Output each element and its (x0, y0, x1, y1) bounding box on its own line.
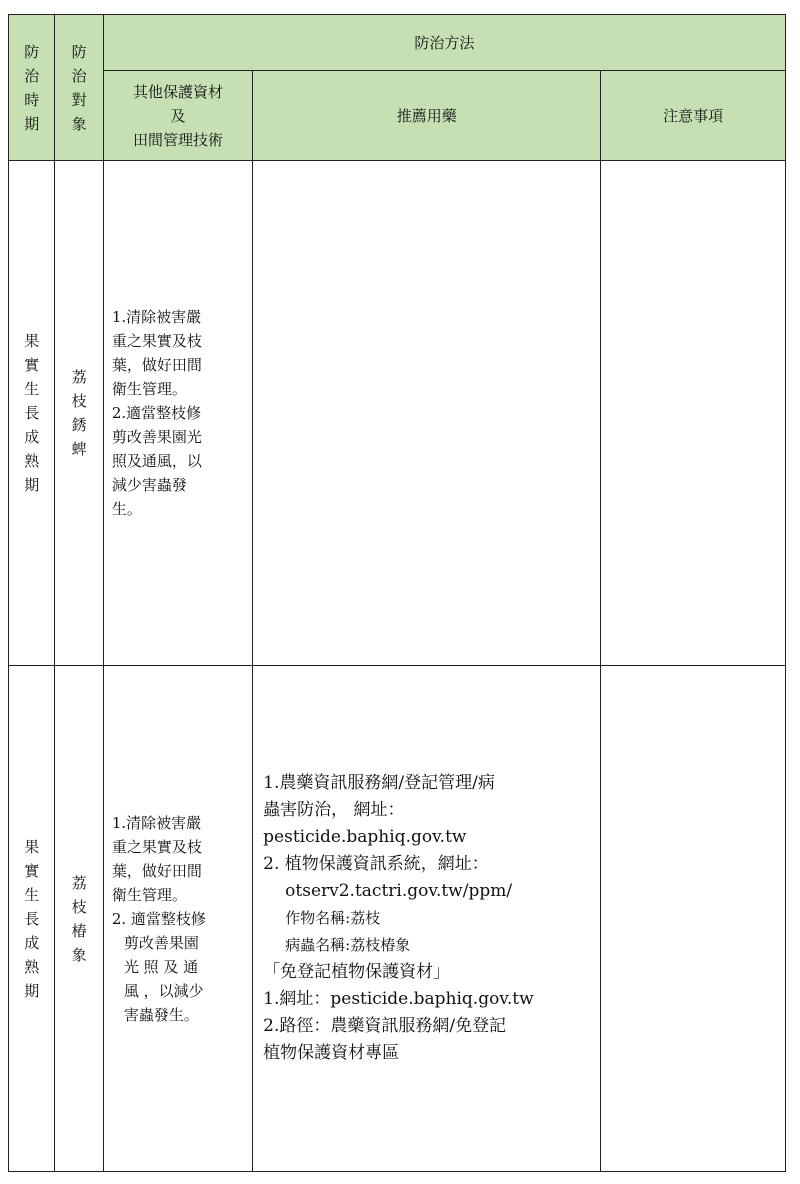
drug-line: 蟲害防治， 網址： (263, 800, 405, 820)
header-other-line: 及 (170, 106, 186, 125)
method-line: 害蟲發生。 (123, 1005, 199, 1024)
method-line: 衛生管理。 (111, 885, 187, 904)
drug-line: 植物保護資材專區 (263, 1043, 400, 1063)
method-line: 葉，做好田間 (111, 861, 202, 880)
header-period-char: 時 (24, 90, 40, 109)
period-char: 實 (24, 861, 40, 880)
period-char: 實 (24, 356, 40, 374)
method-line: 剪改善果園 (123, 933, 199, 952)
period-char: 果 (24, 837, 40, 856)
method-line: 重之果實及枝 (111, 837, 202, 856)
row-note-empty (601, 161, 786, 666)
target-char: 枝 (71, 392, 87, 410)
row-other-methods (103, 666, 252, 1172)
target-char: 荔 (71, 368, 87, 386)
header-period-char: 期 (24, 114, 40, 133)
period-char: 成 (24, 933, 40, 952)
row-recommended-drugs (253, 666, 601, 1172)
method-line: 1.清除被害嚴 (111, 308, 202, 326)
period-char: 熟 (24, 957, 40, 976)
method-line: 衛生管理。 (111, 380, 187, 398)
drug-line: 2. 植物保護資訊系統，網址： (263, 854, 489, 874)
header-other-line: 田間管理技術 (132, 130, 223, 149)
table-row (9, 161, 786, 666)
row-other-methods (103, 161, 252, 666)
drug-line: 1.農藥資訊服務網/登記管理/病 (263, 773, 495, 793)
header-period-char: 防 (24, 42, 40, 61)
period-char: 果 (24, 332, 40, 350)
header-method: 防治方法 (103, 15, 785, 71)
target-char: 荔 (71, 873, 87, 892)
pest-control-table (8, 14, 786, 1172)
header-target-char: 對 (71, 90, 87, 109)
target-char: 象 (71, 945, 87, 964)
method-line: 重之果實及枝 (111, 332, 202, 350)
method-line: 剪改善果園光 (111, 428, 202, 446)
header-target-char: 治 (71, 66, 87, 85)
method-line: 2.適當整枝修 (111, 404, 202, 422)
period-char: 長 (24, 404, 40, 422)
header-target-char: 防 (71, 42, 87, 61)
method-line: 照及通風，以 (111, 452, 202, 470)
method-line: 1.清除被害嚴 (111, 813, 202, 832)
header-period-char: 治 (24, 66, 40, 85)
method-line: 減少害蟲發 (111, 476, 187, 494)
period-char: 長 (24, 909, 40, 928)
row-note-empty (601, 666, 786, 1172)
drug-url[interactable]: pesticide.baphiq.gov.tw (263, 827, 467, 847)
drug-url[interactable]: otserv2.tactri.gov.tw/ppm/ (285, 881, 513, 901)
row-target (55, 161, 103, 666)
drug-line: 2.路徑：農藥資訊服務網/免登記 (263, 1016, 507, 1036)
table-row (9, 666, 786, 1172)
period-char: 成 (24, 428, 40, 446)
method-line: 生。 (111, 500, 142, 518)
drug-line: 病蟲名稱:荔枝椿象 (285, 936, 411, 954)
method-line: 2. 適當整枝修 (111, 909, 206, 928)
row-target (55, 666, 103, 1172)
header-period (9, 15, 55, 161)
row-period (9, 161, 55, 666)
drug-line: 「免登記植物保護資材」 (263, 962, 451, 982)
header-target-char: 象 (71, 114, 87, 133)
target-char: 蜱 (71, 440, 87, 458)
header-drug: 推薦用藥 (253, 71, 601, 161)
target-char: 枝 (71, 897, 87, 916)
period-char: 生 (24, 380, 40, 398)
drug-line: 作物名稱:荔枝 (285, 909, 381, 927)
header-other (103, 71, 252, 161)
header-target (55, 15, 103, 161)
method-line: 光 照 及 通 (123, 957, 199, 976)
target-char: 銹 (71, 416, 87, 434)
period-char: 期 (24, 981, 40, 1000)
drug-url[interactable]: 1.網址：pesticide.baphiq.gov.tw (263, 989, 534, 1009)
period-char: 生 (24, 885, 40, 904)
period-char: 期 (24, 476, 40, 494)
target-char: 椿 (71, 921, 87, 940)
period-char: 熟 (24, 452, 40, 470)
header-other-line: 其他保護資材 (132, 82, 223, 101)
header-note: 注意事項 (601, 71, 786, 161)
row-drug-empty (253, 161, 601, 666)
method-line: 葉，做好田間 (111, 356, 202, 374)
row-period (9, 666, 55, 1172)
method-line: 風 ，以減少 (123, 981, 204, 1000)
